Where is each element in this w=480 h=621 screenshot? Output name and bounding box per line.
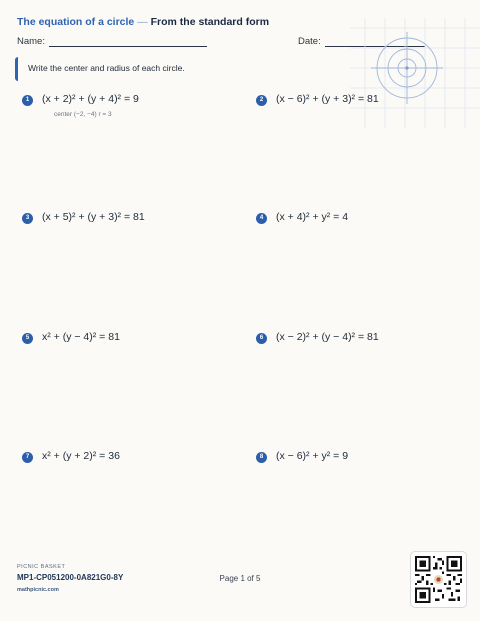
footer-site-link[interactable]: mathpicnic.com — [17, 587, 59, 593]
problem-equation: (x + 5)² + (y + 3)² = 81 — [42, 211, 145, 223]
footer-brand: PICNIC BASKET — [17, 564, 66, 570]
example-answer: center (−2, −4) r = 3 — [54, 111, 112, 118]
problem-number-badge: 7 — [22, 452, 33, 463]
page-title — [17, 16, 269, 28]
qr-code-icon — [410, 551, 467, 608]
problem-number-badge: 4 — [256, 213, 267, 224]
instruction-text: Write the center and radius of each circle. — [28, 63, 185, 73]
date-label: Date: — [298, 36, 321, 47]
problem-number-badge: 1 — [22, 95, 33, 106]
title-topic: The equation of a circle — [17, 16, 135, 28]
qr-code-graphic — [415, 556, 462, 603]
title-subtopic: From the standard form — [150, 16, 270, 28]
problem-equation: (x + 2)² + (y + 4)² = 9 — [42, 93, 139, 105]
problem-equation: (x + 4)² + y² = 4 — [276, 211, 349, 223]
concentric-circles-grid-icon — [350, 18, 480, 128]
instruction-box — [15, 57, 268, 81]
problem-number-badge: 5 — [22, 333, 33, 344]
page-number: Page 1 of 5 — [219, 574, 261, 583]
worksheet-code: MP1-CP051200-0A821G0-8Y — [17, 573, 124, 582]
problem-equation: (x − 6)² + (y + 3)² = 81 — [276, 93, 379, 105]
problem-number-badge: 2 — [256, 95, 267, 106]
problem-equation: x² + (y + 2)² = 36 — [42, 450, 120, 462]
problem-number-badge: 3 — [22, 213, 33, 224]
problem-number-badge: 6 — [256, 333, 267, 344]
name-label: Name: — [17, 36, 45, 47]
name-field[interactable] — [17, 36, 207, 47]
title-separator: — — [137, 16, 148, 28]
problem-equation: (x − 6)² + y² = 9 — [276, 450, 349, 462]
problem-number-badge: 8 — [256, 452, 267, 463]
problem-equation: x² + (y − 4)² = 81 — [42, 331, 120, 343]
problem-equation: (x − 2)² + (y − 4)² = 81 — [276, 331, 379, 343]
name-line[interactable] — [49, 38, 207, 47]
